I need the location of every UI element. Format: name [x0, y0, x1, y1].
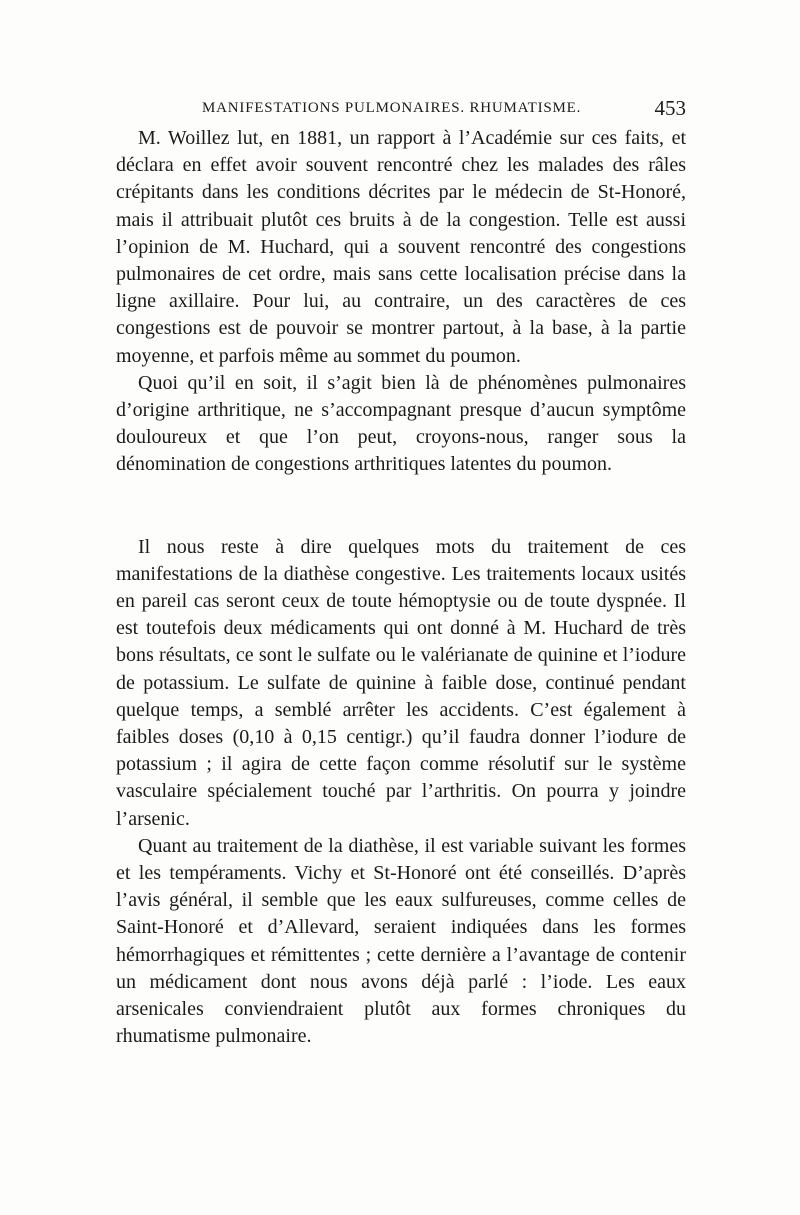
page-header [116, 96, 686, 122]
paragraph: Il nous reste à dire quelques mots du traitement de ces manifestations de la diathèse congestive. Les traitements locaux usités en pareil cas seront ceux de toute hémoptysie ou de toute dyspnée. Il est toutefois deux médicaments qui ont donné à M. Huchard de très bons résultats, ce sont le sulfate ou le valérianate de quinine et l’iodure de potassium. Le sulfate de quinine à faible dose, continué pendant quelque temps, a semblé arrêter les accidents. C’est également à faibles doses (0,10 à 0,15 centigr.) qu’il faudra donner l’iodure de potassium ; il agira de cette façon comme résolutif sur le système vasculaire spécialement touché par l’arthritis. On pourra y joindre l’arsenic. [116, 535, 686, 830]
paragraph: Quant au traitement de la diathèse, il est variable suivant les formes et les tempéraments. Vichy et St-Honoré ont été conseillés. D’après l’avis général, il semble que les eaux sulfureuses, comme celles de Saint-Honoré et d’Allevard, seraient indiquées dans les formes hémorrhagiques et rémittentes ; cette dernière a l’avantage de contenir un médicament dont nous avons déjà parlé : l’iode. Les eaux arsenicales conviendraient plutôt aux formes chroniques du rhumatisme pulmonaire. [116, 834, 686, 1048]
page-number: 453 [654, 96, 686, 120]
running-head: MANIFESTATIONS PULMONAIRES. RHUMATISME. [202, 100, 582, 116]
section-break [116, 479, 686, 534]
paragraph: Quoi qu’il en soit, il s’agit bien là de phénomènes pulmonaires d’origine arthritique, ne s’accompagnant presque d’aucun symptôme douloureux et que l’on peut, croyons-nous, ranger sous la dénomination de congestions arthritiques latentes du poumon. [116, 371, 686, 476]
paragraph: M. Woillez lut, en 1881, un rapport à l’Académie sur ces faits, et déclara en effet avoir souvent rencontré chez les malades des râles crépitants dans les conditions décrites par le médecin de St-Honoré, mais il attribuait plutôt ces bruits à de la congestion. Telle est aussi l’opinion de M. Huchard, qui a souvent rencontré des congestions pulmonaires de cet ordre, mais sans cette localisation précise dans la ligne axillaire. Pour lui, au contraire, un des caractères de ces congestions est de pouvoir se montrer partout, à la base, à la partie moyenne, et parfois même au sommet du poumon. [116, 127, 686, 367]
body-text [116, 125, 686, 1051]
